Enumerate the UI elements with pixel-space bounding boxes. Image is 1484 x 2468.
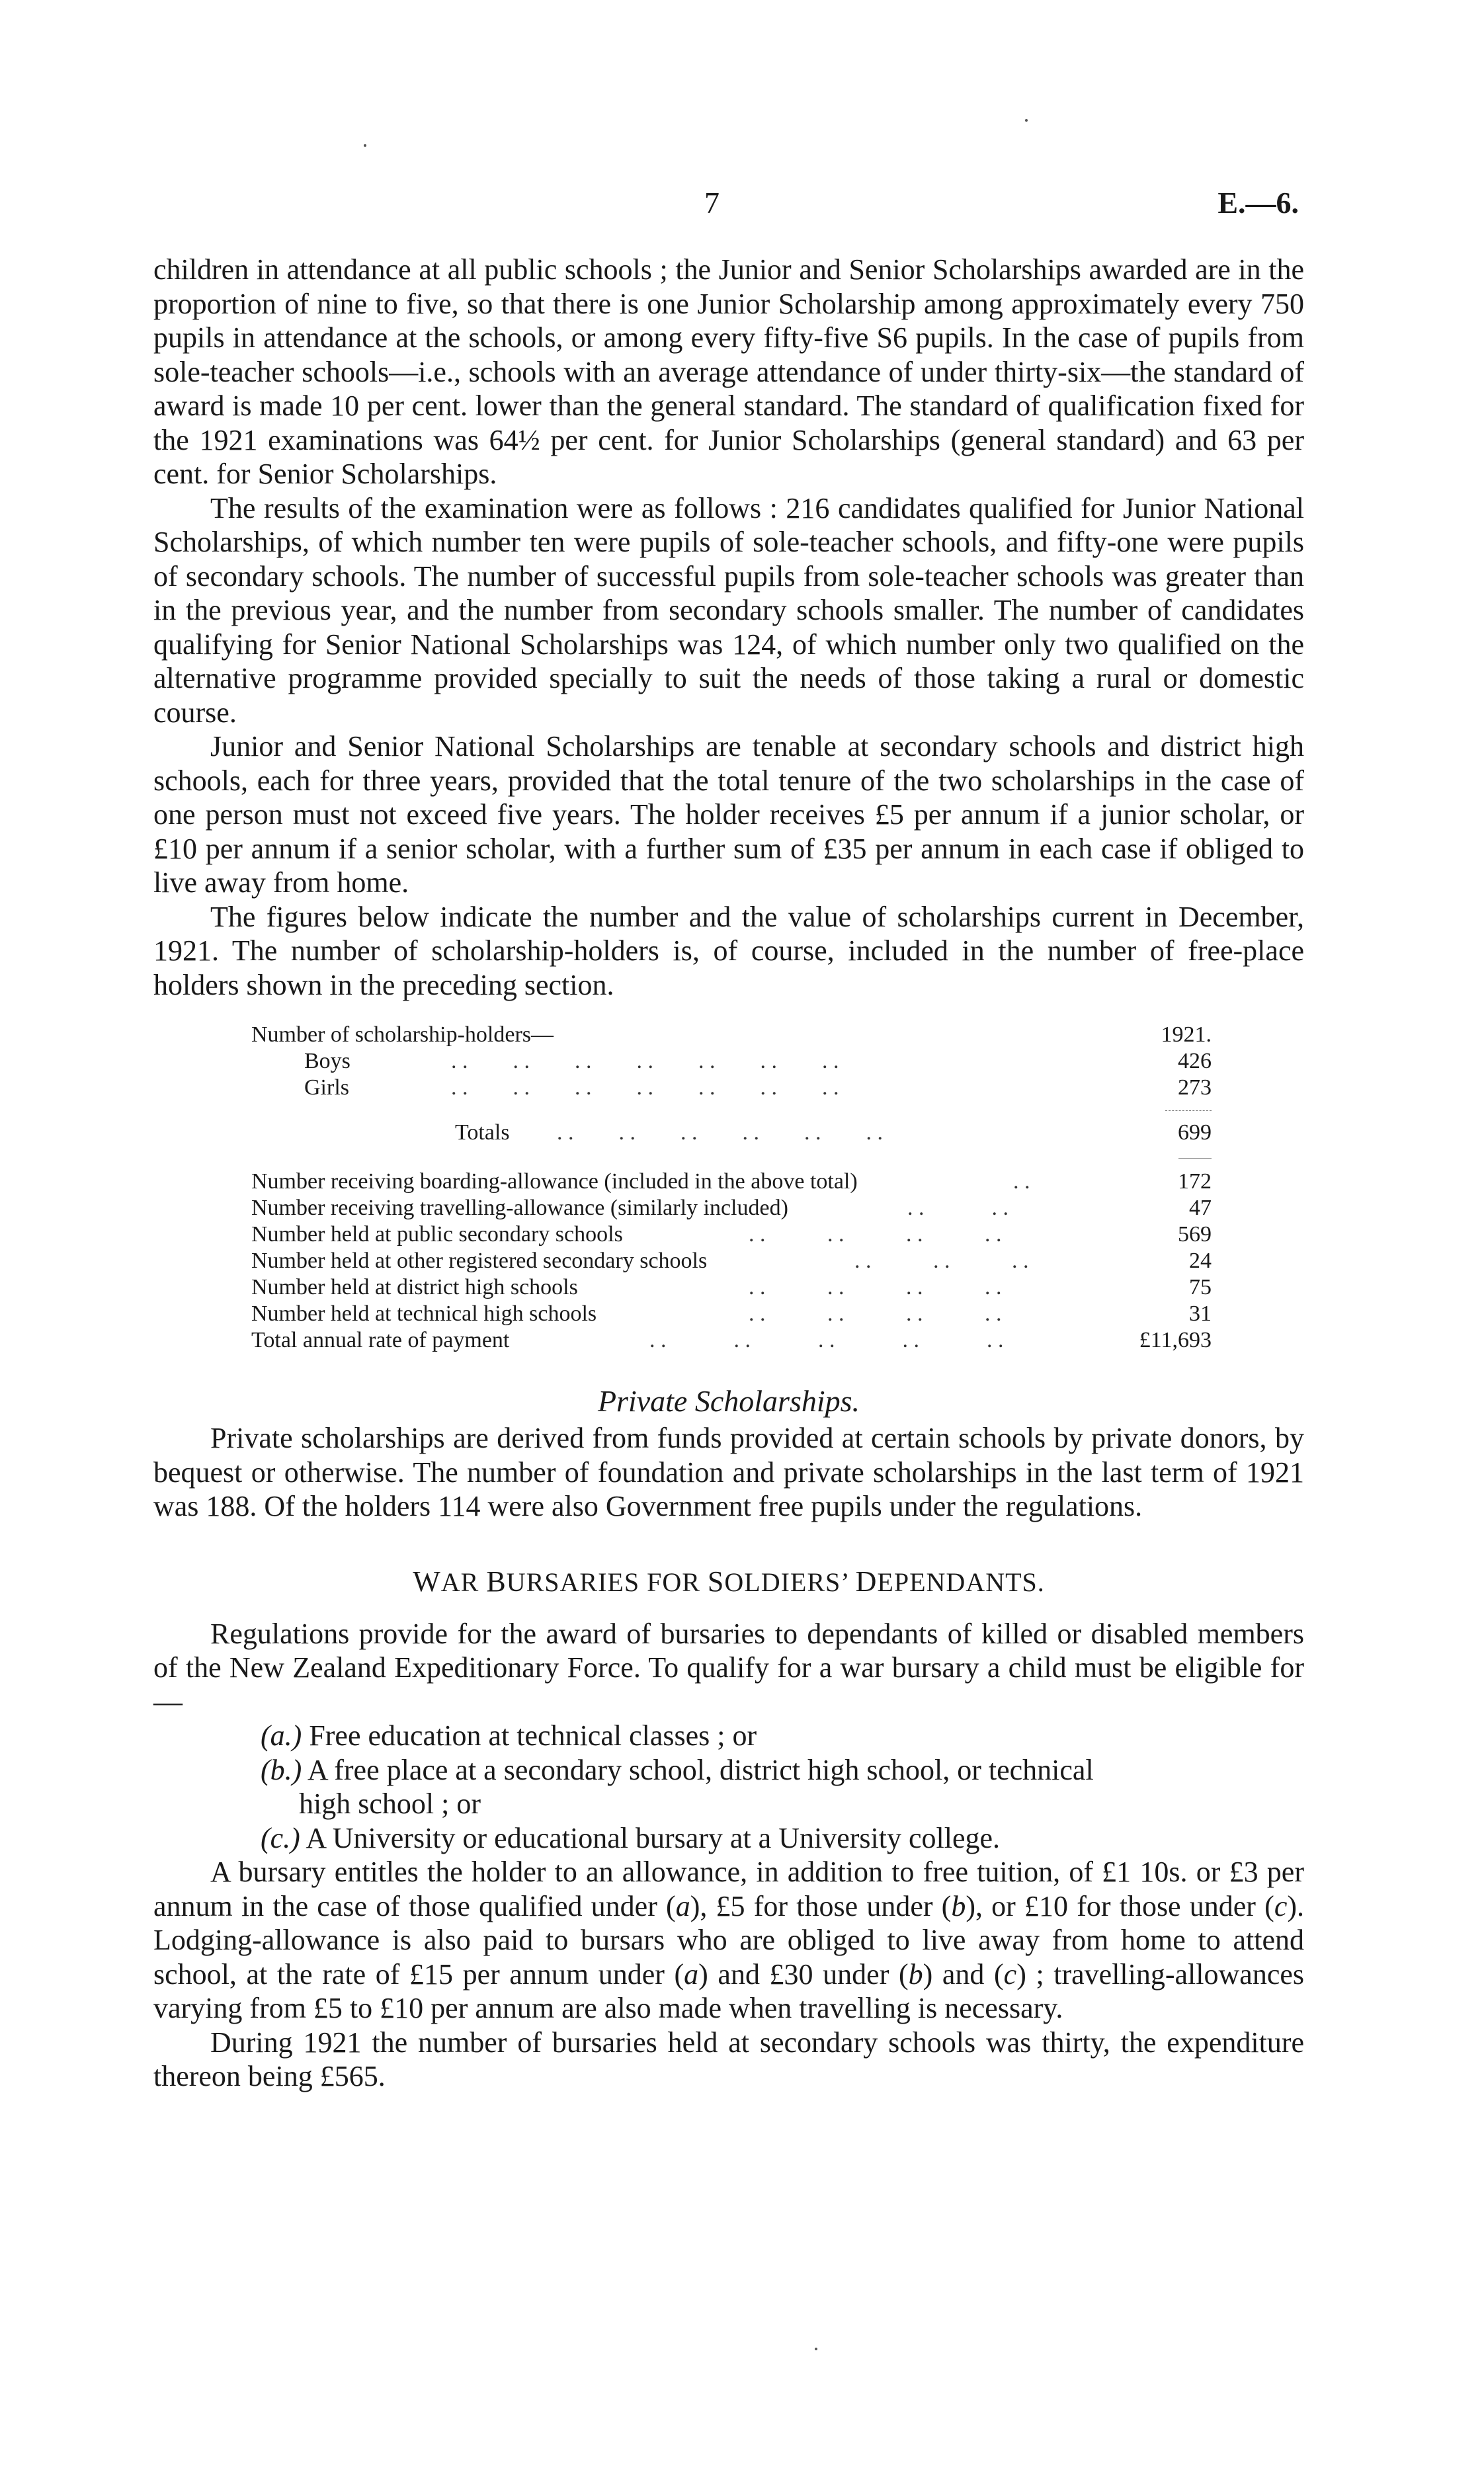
table-value-boys: 426 [1178, 1049, 1212, 1073]
list-text: A free place at a secondary school, district high school, or technical [307, 1753, 1094, 1786]
table-row [153, 1248, 1212, 1274]
war-bursaries-heading [153, 1562, 1304, 1602]
total-rule-row [153, 1146, 1212, 1169]
leader-dots: . . [1013, 1169, 1030, 1194]
table-row-value: 172 [1178, 1169, 1212, 1194]
paragraph-bursaries-1921: During 1921 the number of bursaries held at secondary schools was thirty, the expenditure thereon being £565. [153, 2026, 1304, 2092]
leader-dots: . . . . . . . . . . . . [557, 1120, 883, 1145]
table-row-girls [153, 1075, 1212, 1101]
private-scholarships-heading: Private Scholarships. [597, 1384, 860, 1418]
list-item [153, 1753, 1304, 1821]
table-value-girls: 273 [1178, 1075, 1212, 1100]
leader-dots: . . . . . . . . . . [649, 1328, 1004, 1352]
print-speck [364, 144, 366, 147]
text-run-italic: c [1274, 1889, 1288, 1922]
table-row-value: £11,693 [1139, 1328, 1212, 1352]
table-header-label: Number of scholarship-holders— [251, 1022, 554, 1047]
table-row-value: 31 [1189, 1301, 1212, 1326]
list-marker: (b.) [261, 1753, 302, 1786]
heading-part: OLDIERS’ [724, 1567, 856, 1597]
text-run: ) ; travelling-allowances varying from £5 to £10 per annum are also made when travelling is necessary. [153, 1957, 1304, 2024]
table-row-value: 569 [1178, 1222, 1212, 1247]
table-label-boys: Boys [304, 1049, 350, 1073]
scholarship-table [153, 1022, 1212, 1354]
paragraph-private-scholarships: Private scholarships are derived from funds provided at certain schools by private donors, by bequest or otherwise. The number of foundation and private scholarships in the last term of 1921 was 188. Of the holders 114 were also Government free pupils under the regulations. [153, 1422, 1304, 1522]
table-row-label: Total annual rate of payment [251, 1328, 510, 1352]
paragraph-tenure: Junior and Senior National Scholarships are tenable at secondary schools and district high schools, each for three years, provided that the total tenure of the two scholarships in the case of one person must not exceed five years. The holder receives £5 per annum if a junior scholar, or £10 per annum if a senior scholar, with a further sum of £35 per annum in each case if obliged to live away from home. [153, 730, 1304, 899]
document-reference: E.—6. [1217, 186, 1299, 220]
list-marker: (a.) [261, 1719, 302, 1752]
table-row-label: Number held at technical high schools [251, 1301, 597, 1326]
text-run-italic: c [1003, 1957, 1017, 1991]
table-row [153, 1169, 1212, 1195]
leader-dots: . . . . . . . . [749, 1301, 1002, 1326]
list-item [153, 1719, 1304, 1753]
leader-dots: . . . . . . [854, 1249, 1029, 1273]
subtotal-rule-row [153, 1101, 1212, 1120]
text-run: ) and £30 under ( [698, 1957, 909, 1991]
text-run-italic: a [675, 1889, 690, 1922]
table-year: 1921. [1161, 1022, 1212, 1047]
leader-dots: . . . . . . . . [749, 1222, 1002, 1247]
leader-dots: . . . . . . . . [749, 1275, 1002, 1299]
subtotal-rule [1165, 1110, 1212, 1111]
table-row-label: Number held at public secondary schools [251, 1222, 623, 1247]
paragraph-war-bursaries-intro: Regulations provide for the award of bursaries to dependants of killed or disabled members of the New Zealand Expeditionary Force. To qualify for a war bursary a child must be eligible for— [153, 1617, 1304, 1718]
page-header [0, 185, 1484, 225]
table-row-label: Number held at district high schools [251, 1275, 578, 1299]
list-text: Free education at technical classes ; or [309, 1719, 757, 1752]
list-marker: (c.) [261, 1821, 300, 1854]
heading-part: B [486, 1565, 507, 1598]
table-row-boys [153, 1048, 1212, 1075]
total-rule [1178, 1158, 1212, 1159]
table-row [153, 1221, 1212, 1248]
page-number: 7 [704, 186, 720, 220]
text-run: ). Lodging-allowance is also paid to bursars who are obliged to live away from home to attend school, at the rate of £15 per annum under ( [153, 1889, 1304, 1991]
list-text: A University or educational bursary at a University college. [306, 1821, 1000, 1854]
table-row-label: Number receiving travelling-allowance (similarly included) [251, 1196, 788, 1220]
text-run-italic: a [684, 1957, 699, 1991]
heading-part: W [413, 1565, 441, 1598]
heading-part: URSARIES FOR [506, 1567, 708, 1597]
heading-part: D [855, 1565, 878, 1598]
text-run-italic: b [908, 1957, 923, 1991]
paragraph-figures-intro: The figures below indicate the number and the value of scholarships current in December, 1921. The number of scholarship-holders is, of course, included in the number of free-place holders shown in the preceding section. [153, 900, 1304, 1001]
leader-dots: . . . . [907, 1196, 1009, 1220]
text-run-italic: b [951, 1889, 966, 1922]
heading-part: AR [440, 1567, 487, 1597]
table-row-totals [153, 1120, 1212, 1146]
list-text-continuation: high school ; or [299, 1788, 481, 1820]
table-row-label: Number receiving boarding-allowance (included in the above total) [251, 1169, 858, 1194]
text-run: ) and ( [923, 1957, 1004, 1991]
print-speck [1025, 119, 1028, 122]
table-row-label: Number held at other registered secondary schools [251, 1249, 708, 1273]
paragraph-bursary-allowance [153, 1855, 1304, 2026]
leader-dots: . . . . . . . . . . . . . . [451, 1049, 839, 1073]
paragraph-examination-results: The results of the examination were as follows : 216 candidates qualified for Junior National Scholarships, of which number ten were pupils of sole-teacher schools, and fifty-one were pupils of secondary schools. The number of successful pupils from sole-teacher schools was greater than in the previous year, and the number from secondary schools smaller. The number of candidates qualifying for Senior National Scholarships was 124, of which number only two qualified on the alternative programme provided specially to suit the needs of those taking a rural or domestic course. [153, 491, 1304, 729]
table-row-value: 47 [1189, 1196, 1212, 1220]
text-run: ), £5 for those under ( [690, 1889, 952, 1922]
table-row-value: 24 [1189, 1249, 1212, 1273]
heading-part: EPENDANTS. [877, 1567, 1045, 1597]
table-row [153, 1327, 1212, 1354]
table-value-totals: 699 [1178, 1120, 1212, 1145]
table-header-row [153, 1022, 1212, 1048]
table-row [153, 1195, 1212, 1221]
table-label-totals: Totals [455, 1120, 510, 1145]
table-row [153, 1274, 1212, 1301]
text-run: ), or £10 for those under ( [966, 1889, 1274, 1922]
table-label-girls: Girls [304, 1075, 349, 1100]
paragraph-scholarship-proportion: children in attendance at all public schools ; the Junior and Senior Scholarships awarded are in the proportion of nine to five, so that there is one Junior Scholarship among approximately every 750 pupils in attendance at the schools, or among every fifty-five S6 pupils. In the case of pupils from sole-teacher schools—i.e., schools with an average attendance of under thirty-six—the standard of award is made 10 per cent. lower than the general standard. The standard of qualification fixed for the 1921 examinations was 64½ per cent. for Junior Scholarships (general standard) and 63 per cent. for Senior Scholarships. [153, 253, 1304, 490]
table-row [153, 1301, 1212, 1327]
table-row-value: 75 [1189, 1275, 1212, 1299]
text-run: A bursary entitles the holder to an allowance, in addition to free tuition, of £1 10s. or £3 per annum in the case of those qualified under ( [153, 1856, 1304, 1922]
heading-part: S [707, 1565, 725, 1598]
print-speck [815, 2348, 817, 2350]
leader-dots: . . . . . . . . . . . . . . [451, 1075, 839, 1100]
list-item [153, 1821, 1304, 1856]
page-body [153, 253, 1304, 2094]
